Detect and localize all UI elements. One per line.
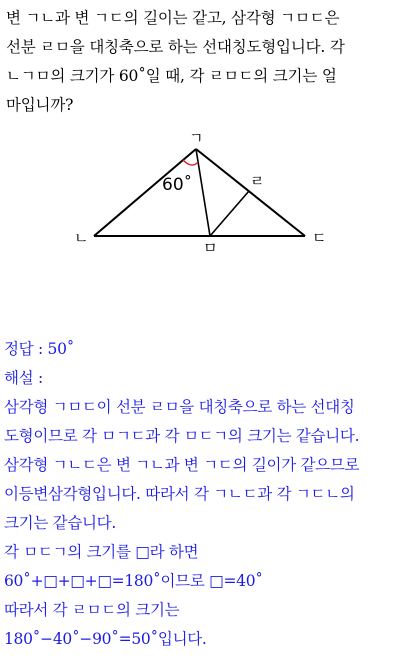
- problem-line: 마입니까?: [6, 96, 74, 114]
- answer-line: 60˚+□+□+□=180˚이므로 □=40˚: [4, 572, 263, 590]
- problem-line: ㄴㄱㅁ의 크기가 60˚일 때, 각 ㄹㅁㄷ의 크기는 얼: [6, 67, 337, 85]
- answer-line: 180˚−40˚−90˚=50˚입니다.: [4, 630, 207, 648]
- problem-line: 선분 ㄹㅁ을 대칭축으로 하는 선대칭도형입니다. 각: [6, 38, 345, 56]
- answer-line: 해설 :: [4, 369, 43, 387]
- problem-line: 변 ㄱㄴ과 변 ㄱㄷ의 길이는 같고, 삼각형 ㄱㅁㄷ은: [6, 9, 340, 27]
- problem-text: [6, 4, 396, 120]
- side-ac: [196, 149, 305, 236]
- angle-arc: [183, 160, 198, 165]
- angle-label: 60˚: [162, 175, 193, 195]
- segment-am: [196, 149, 210, 236]
- point-label-side: ㄹ: [250, 172, 265, 190]
- answer-line: 삼각형 ㄱㄴㄷ은 변 ㄱㄴ과 변 ㄱㄷ의 길이가 같으므로: [4, 456, 360, 474]
- answer-line: 정답 : 50˚: [4, 340, 75, 358]
- answer-line: 각 ㅁㄷㄱ의 크기를 □라 하면: [4, 543, 199, 561]
- vertex-label-left: ㄴ: [74, 229, 89, 247]
- point-label-bottom: ㅁ: [203, 239, 218, 257]
- answer-line: 이등변삼각형입니다. 따라서 각 ㄱㄴㄷ과 각 ㄱㄷㄴ의: [4, 485, 355, 503]
- segment-rm: [210, 191, 249, 236]
- triangle-figure: [0, 125, 400, 265]
- vertex-label-right: ㄷ: [312, 229, 327, 247]
- answer-line: 따라서 각 ㄹㅁㄷ의 크기는: [4, 601, 180, 619]
- vertex-label-top: ㄱ: [189, 129, 204, 147]
- answer-line: 삼각형 ㄱㅁㄷ이 선분 ㄹㅁ을 대칭축으로 하는 선대칭: [4, 398, 355, 416]
- answer-line: 크기는 같습니다.: [4, 514, 116, 532]
- answer-explanation: [4, 335, 398, 654]
- answer-line: 도형이므로 각 ㅁㄱㄷ과 각 ㅁㄷㄱ의 크기는 같습니다.: [4, 427, 360, 445]
